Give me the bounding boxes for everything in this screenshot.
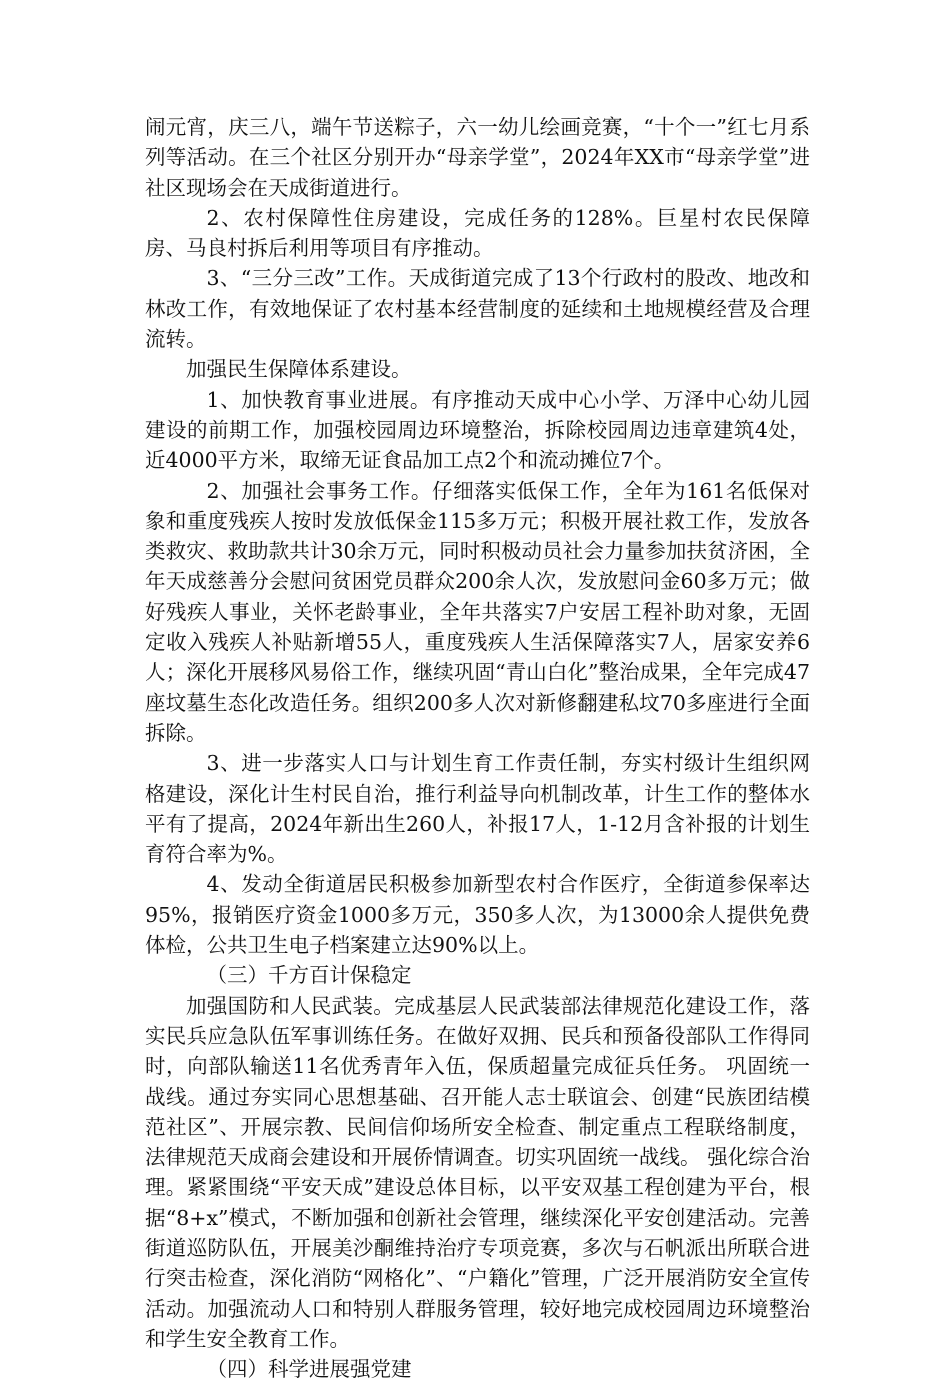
paragraph-medical: 4、发动全街道居民积极参加新型农村合作医疗，全街道参保率达95%，报销医疗资金1000多万元，350多人次，为13000余人提供免费体检，公共卫生电子档案建立达90%以上。 <box>145 872 810 958</box>
section-heading-stability: （三）千方百计保稳定 <box>206 963 412 988</box>
paragraph-housing: 2、农村保障性住房建设，完成任务的128%。巨星村农民保障房、马良村拆后利用等项目有序推动。 <box>145 205 810 261</box>
section-heading-party: （四）科学进展强党建 <box>206 1357 412 1382</box>
document-body <box>145 112 810 1384</box>
paragraph-family-planning: 3、进一步落实人口与计划生育工作责任制，夯实村级计生组织网格建设，深化计生村民自治，推行利益导向机制改革，计生工作的整体水平有了提高，2024年新出生260人，补报17人，1-12月含补报的计划生育符合率为%。 <box>145 751 810 867</box>
paragraph-activities: 闹元宵，庆三八，端午节送粽子，六一幼儿绘画竞赛，“十个一”红七月系列等活动。在三个社区分别开办“母亲学堂”，2024年XX市“母亲学堂”进社区现场会在天成街道进行。 <box>145 115 810 200</box>
section-heading-livelihood: 加强民生保障体系建设。 <box>186 357 412 382</box>
paragraph-defense: 加强国防和人民武装。完成基层人民武装部法律规范化建设工作，落实民兵应急队伍军事训练任务。在做好双拥、民兵和预备役部队工作得同时，向部队输送11名优秀青年入伍，保质超量完成征兵任务。 巩固统一战线。通过夯实同心思想基础、召开能人志士联谊会、创建“民族团结模范社区”、开展宗教、民间信仰场所安全检查、制定重点工程联络制度，法律规范天成商会建设和开展侨情调查。切实巩固统一战线。 强化综合治理。紧紧围绕“平安天成”建设总体目标，以平安双基工程创建为平台，根据“8+x”模式，不断加强和创新社会管理，继续深化平安创建活动。完善街道巡防队伍，开展美沙酮维持治疗专项竞赛，多次与石帆派出所联合进行突击检查，深化消防“网格化”、“户籍化”管理，广泛开展消防安全宣传活动。加强流动人口和特别人群服务管理，较好地完成校园周边环境整治和学生安全教育工作。 <box>145 993 810 1351</box>
paragraph-three-reforms: 3、“三分三改”工作。天成街道完成了13个行政村的股改、地改和林改工作，有效地保证了农村基本经营制度的延续和土地规模经营及合理流转。 <box>145 266 810 352</box>
paragraph-education: 1、加快教育事业进展。有序推动天成中心小学、万泽中心幼儿园建设的前期工作，加强校园周边环境整治，拆除校园周边违章建筑4处，近4000平方米，取缔无证食品加工点2个和流动摊位7个。 <box>145 387 810 473</box>
paragraph-social-affairs: 2、加强社会事务工作。仔细落实低保工作，全年为161名低保对象和重度残疾人按时发放低保金115多万元；积极开展社救工作，发放各类救灾、救助款共计30余万元，同时积极动员社会力量参加扶贫济困，全年天成慈善分会慰问贫困党员群众200余人次，发放慰问金60多万元；做好残疾人事业，关怀老龄事业，全年共落实7户安居工程补助对象，无固定收入残疾人补贴新增55人，重度残疾人生活保障落实7人，居家安养6人；深化开展移风易俗工作，继续巩固“青山白化”整治成果，全年完成47座坟墓生态化改造任务。组织200多人次对新修翻建私坟70多座进行全面拆除。 <box>145 478 810 745</box>
